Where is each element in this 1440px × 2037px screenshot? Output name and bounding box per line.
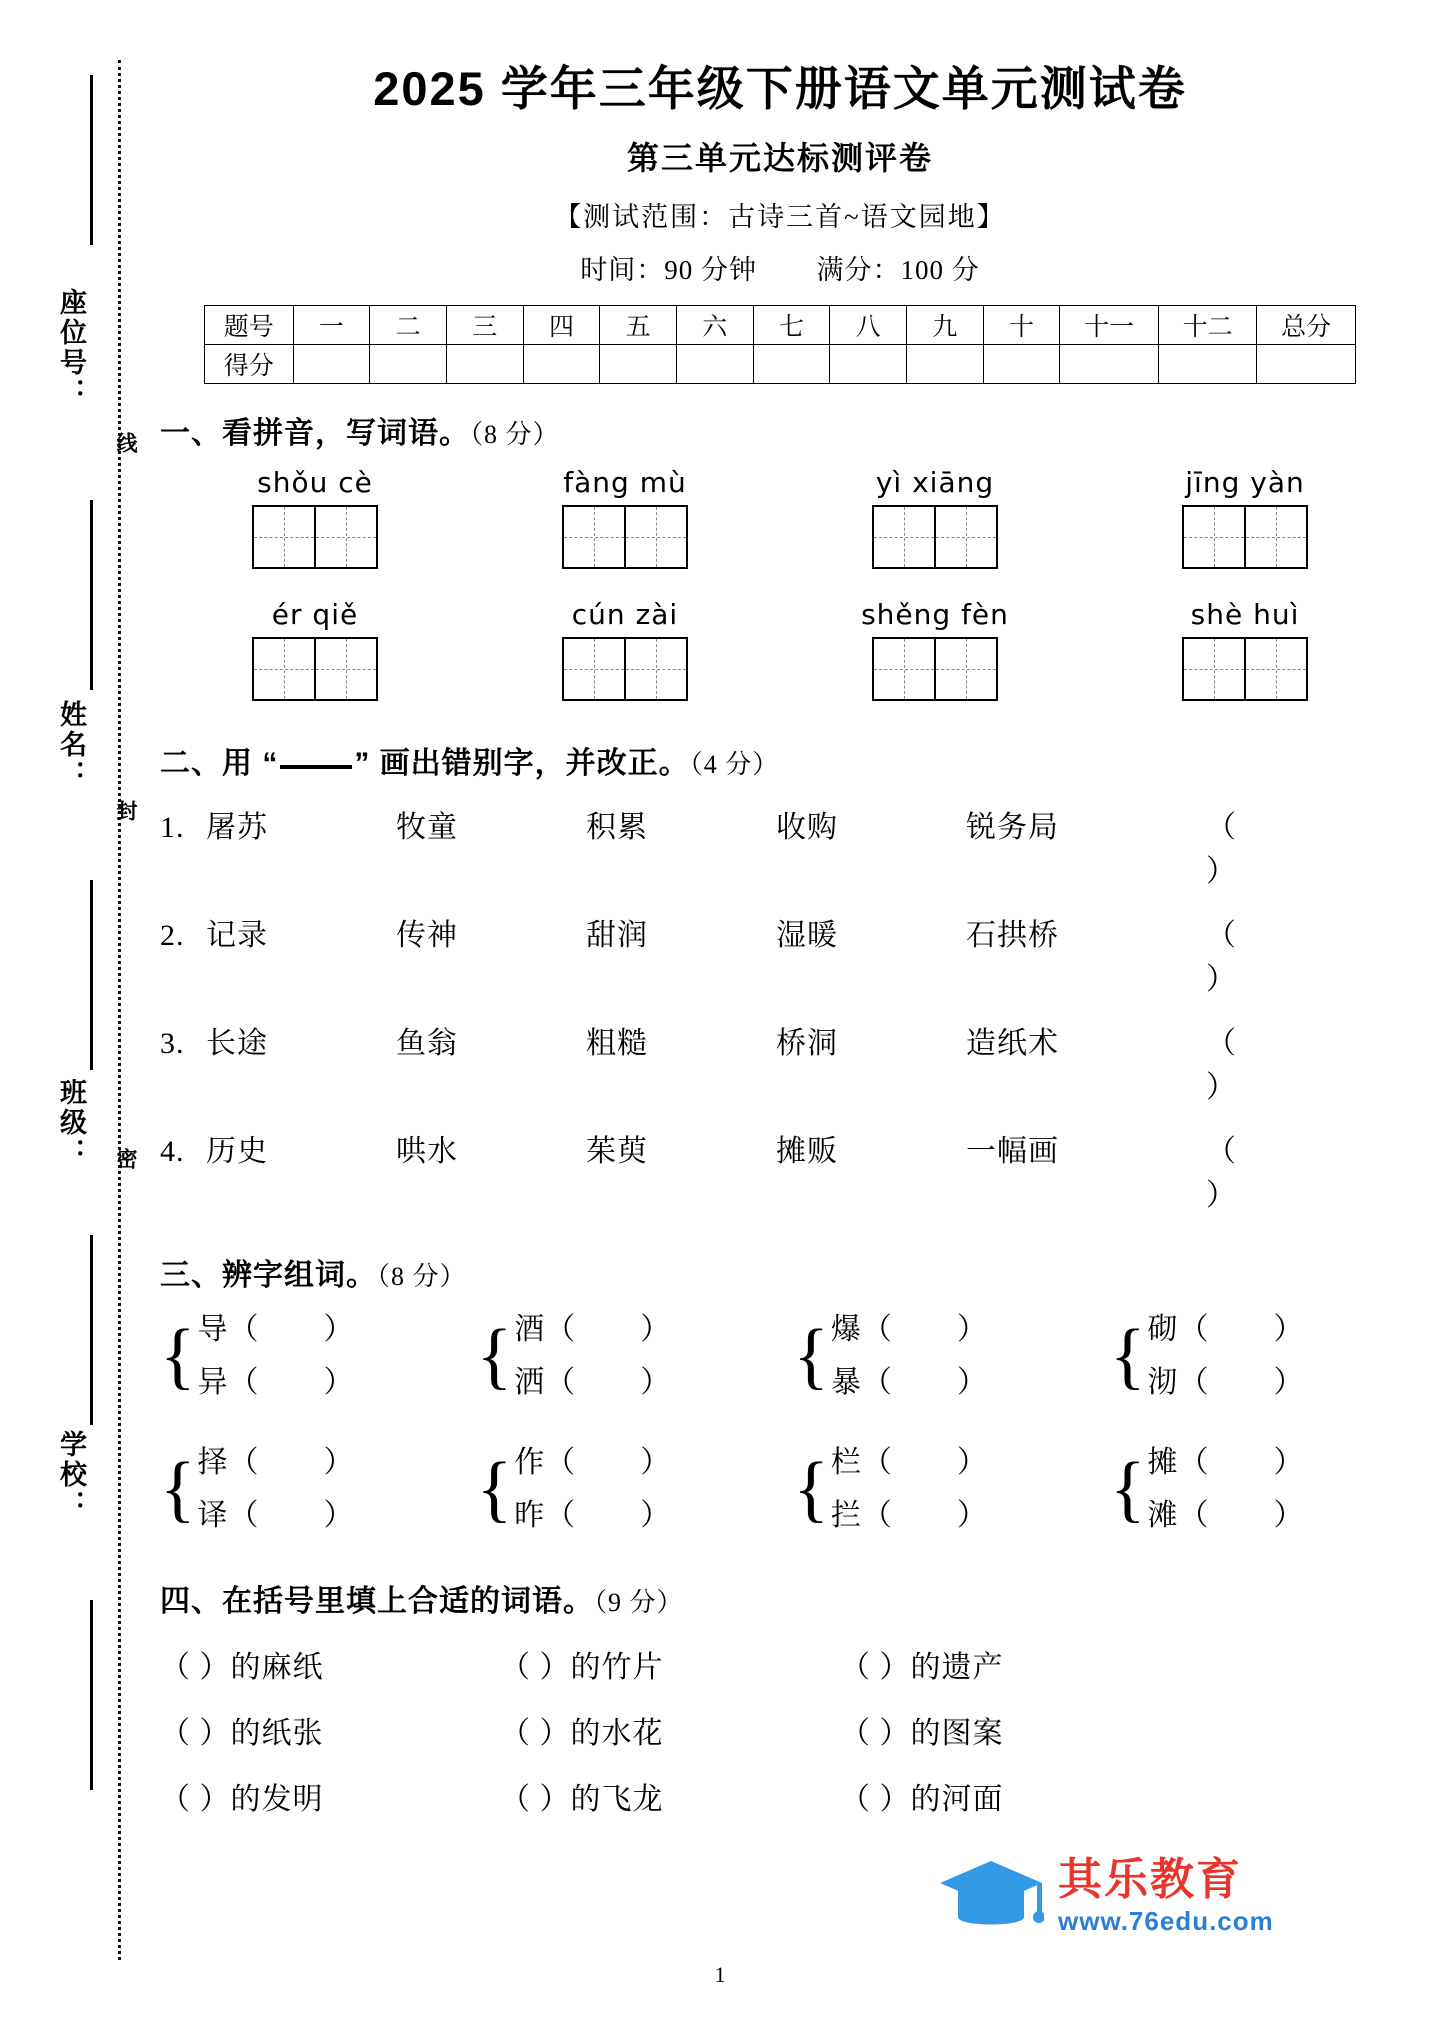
correction-row xyxy=(160,1018,1400,1106)
pinyin-label: ér qiě xyxy=(271,598,359,631)
close-paren: ） xyxy=(640,1365,672,1399)
seal-char-feng: 封 xyxy=(114,800,137,821)
tianzige-cell[interactable] xyxy=(316,507,376,567)
close-paren: ） xyxy=(1273,1313,1305,1346)
pinyin-label: fàng mù xyxy=(563,466,687,499)
score-cell-total[interactable] xyxy=(1257,345,1356,384)
fill-in-item[interactable]: （ ）的纸张 xyxy=(160,1717,324,1750)
tianzige-grid[interactable] xyxy=(252,637,378,701)
pinyin-item xyxy=(1135,466,1355,572)
char-label: 砌（ xyxy=(1147,1313,1210,1346)
brace-line-bottom xyxy=(1148,1490,1305,1543)
brace-line-bottom xyxy=(198,1357,355,1410)
close-paren: ） xyxy=(1273,1446,1305,1479)
score-table-row-label-score: 得分 xyxy=(205,345,294,384)
seal-char-mi: 密 xyxy=(114,1148,137,1169)
row-number: 3. xyxy=(160,1027,185,1060)
score-col-2: 二 xyxy=(370,306,447,345)
brace-pair xyxy=(793,1437,1063,1542)
margin-rule-1 xyxy=(90,75,93,245)
left-brace-icon: { xyxy=(160,1448,196,1531)
page-subtitle: 第三单元达标测评卷 xyxy=(626,140,933,176)
char-label: 暴（ xyxy=(830,1365,893,1399)
margin-rule-4 xyxy=(90,1235,93,1425)
pinyin-label: yì xiāng xyxy=(875,466,995,499)
pinyin-label: shè huì xyxy=(1190,598,1300,631)
score-col-3: 三 xyxy=(446,306,523,345)
seal-char-xian: 线 xyxy=(114,432,137,453)
section-3-heading xyxy=(160,1250,1400,1294)
pinyin-row-2 xyxy=(160,598,1400,704)
fill-in-item[interactable]: （ ）的发明 xyxy=(160,1783,324,1816)
section-3-points: （8 分） xyxy=(377,1262,467,1291)
fill-in-item[interactable]: （ ）的图案 xyxy=(840,1717,1004,1750)
brace-line-top xyxy=(831,1437,988,1490)
brace-line-bottom xyxy=(198,1490,355,1543)
word-item: 石拱桥 xyxy=(966,919,1059,952)
word-item: 积累 xyxy=(586,811,648,844)
score-cell-7[interactable] xyxy=(753,345,830,384)
brace-lines xyxy=(514,1437,671,1542)
close-paren: ） xyxy=(323,1365,355,1399)
score-col-6: 六 xyxy=(676,306,753,345)
row-number: 4. xyxy=(160,1135,185,1168)
tianzige-grid[interactable] xyxy=(562,505,688,569)
brace-line-top xyxy=(198,1437,355,1490)
score-table xyxy=(204,305,1356,384)
word-item: 粗糙 xyxy=(586,1027,648,1060)
section-2-heading xyxy=(160,738,1400,782)
margin-rule-3 xyxy=(90,880,93,1070)
tianzige-cell[interactable] xyxy=(1184,639,1246,699)
score-col-4: 四 xyxy=(523,306,600,345)
margin-rule-5 xyxy=(90,1600,93,1790)
answer-parenthesis[interactable]: （ ） xyxy=(1206,1135,1276,1212)
graduation-cap-icon xyxy=(938,1855,1044,1939)
score-cell-6[interactable] xyxy=(676,345,753,384)
pinyin-label: cún zài xyxy=(571,598,679,631)
score-col-8: 八 xyxy=(830,306,907,345)
word-item: 鱼翁 xyxy=(396,1027,458,1060)
brace-block-row-2 xyxy=(160,1437,1400,1542)
page-title: 2025 学年三年级下册语文单元测试卷 xyxy=(373,62,1187,115)
close-paren: ） xyxy=(323,1498,355,1532)
brace-line-bottom xyxy=(831,1357,988,1410)
page-number: 1 xyxy=(714,1962,726,1987)
total-label: 满分：100 分 xyxy=(816,255,980,285)
close-paren: ） xyxy=(640,1313,672,1346)
fill-in-item[interactable]: （ ）的遗产 xyxy=(840,1651,1004,1684)
score-cell-12[interactable] xyxy=(1158,345,1257,384)
fill-in-row xyxy=(160,1642,1400,1686)
brace-pair xyxy=(477,1437,747,1542)
paper-content xyxy=(160,0,1400,1818)
char-label: 择（ xyxy=(197,1446,260,1479)
word-item: 一幅画 xyxy=(966,1135,1059,1168)
section-1-title: 看拼音，写词语。 xyxy=(222,417,470,450)
section-2-title-after: ” 画出错别字，并改正。 xyxy=(354,747,690,780)
left-brace-icon: { xyxy=(1109,1315,1146,1398)
section-4-points: （9 分） xyxy=(594,1588,684,1617)
brace-line-top xyxy=(1148,1437,1305,1490)
score-table-header-row xyxy=(205,306,1356,345)
correction-row xyxy=(160,802,1400,890)
tianzige-cell[interactable] xyxy=(564,639,626,699)
left-brace-icon: { xyxy=(160,1315,196,1398)
char-label: 摊（ xyxy=(1147,1446,1210,1479)
margin-label-school: 学校： xyxy=(56,1430,86,1520)
brace-pair xyxy=(160,1304,430,1409)
section-2-number: 二、 xyxy=(160,747,222,780)
word-item: 传神 xyxy=(396,919,458,952)
tianzige-cell[interactable] xyxy=(564,507,626,567)
brace-lines xyxy=(831,1437,988,1542)
brace-pair xyxy=(160,1437,430,1542)
score-cell-10[interactable] xyxy=(983,345,1060,384)
char-label: 译（ xyxy=(197,1498,260,1532)
tianzige-grid[interactable] xyxy=(252,505,378,569)
close-paren: ） xyxy=(956,1313,988,1346)
section-1-heading xyxy=(160,408,1400,452)
answer-parenthesis[interactable]: （ ） xyxy=(1206,919,1276,996)
brace-pair xyxy=(1110,1304,1380,1409)
brace-pair xyxy=(1110,1437,1380,1542)
tianzige-cell[interactable] xyxy=(254,507,316,567)
score-cell-5[interactable] xyxy=(600,345,677,384)
section-4-title: 在括号里填上合适的词语。 xyxy=(222,1585,594,1618)
tianzige-cell[interactable] xyxy=(316,639,376,699)
brace-lines xyxy=(198,1304,355,1409)
char-label: 异（ xyxy=(197,1365,260,1399)
tianzige-cell[interactable] xyxy=(1246,639,1306,699)
brace-line-top xyxy=(514,1304,671,1357)
score-cell-3[interactable] xyxy=(446,345,523,384)
correction-row xyxy=(160,910,1400,998)
correction-row xyxy=(160,1126,1400,1214)
brace-line-bottom xyxy=(514,1357,671,1410)
fill-in-item[interactable]: （ ）的水花 xyxy=(500,1717,664,1750)
word-item: 屠苏 xyxy=(206,811,268,844)
tianzige-grid[interactable] xyxy=(872,637,998,701)
fill-in-item[interactable]: （ ）的河面 xyxy=(840,1783,1004,1816)
pinyin-item xyxy=(205,598,425,704)
score-col-5: 五 xyxy=(600,306,677,345)
pinyin-item xyxy=(515,466,735,572)
brace-line-top xyxy=(1148,1304,1305,1357)
char-label: 酒（ xyxy=(514,1313,577,1346)
close-paren: ） xyxy=(640,1446,672,1479)
answer-parenthesis[interactable]: （ ） xyxy=(1206,1027,1276,1104)
close-paren: ） xyxy=(1273,1365,1305,1399)
site-logo xyxy=(938,1855,1274,1939)
score-col-12: 十二 xyxy=(1158,306,1257,345)
word-item: 造纸术 xyxy=(966,1027,1059,1060)
score-cell-11[interactable] xyxy=(1060,345,1159,384)
char-label: 爆（ xyxy=(830,1313,893,1346)
time-label: 时间：90 分钟 xyxy=(580,255,757,285)
score-cell-4[interactable] xyxy=(523,345,600,384)
char-label: 栏（ xyxy=(830,1446,893,1479)
brace-line-top xyxy=(514,1437,671,1490)
fill-in-row xyxy=(160,1708,1400,1752)
tianzige-cell[interactable] xyxy=(1246,507,1306,567)
close-paren: ） xyxy=(640,1498,672,1532)
brace-line-top xyxy=(198,1304,355,1357)
score-col-7: 七 xyxy=(753,306,830,345)
section-2-points: （4 分） xyxy=(689,750,780,779)
brace-pair xyxy=(793,1304,1063,1409)
brace-line-bottom xyxy=(831,1490,988,1543)
tianzige-cell[interactable] xyxy=(936,507,996,567)
section-2-title-before: 用 “ xyxy=(222,747,279,780)
word-item: 记录 xyxy=(206,919,268,952)
left-margin-seal-area xyxy=(0,0,148,2037)
pinyin-item xyxy=(825,598,1045,704)
left-brace-icon: { xyxy=(1109,1448,1146,1531)
logo-brand-name: 其乐教育 xyxy=(1058,1855,1242,1905)
score-cell-2[interactable] xyxy=(370,345,447,384)
word-item: 茱萸 xyxy=(586,1135,648,1168)
section-1-points: （8 分） xyxy=(470,420,560,449)
score-table-row-label-question: 题号 xyxy=(205,306,294,345)
left-brace-icon: { xyxy=(793,1315,829,1398)
pinyin-item xyxy=(1135,598,1355,704)
brace-lines xyxy=(198,1437,355,1542)
section-3-title: 辨字组词。 xyxy=(222,1259,377,1292)
score-cell-8[interactable] xyxy=(830,345,907,384)
close-paren: ） xyxy=(956,1365,988,1399)
score-cell-9[interactable] xyxy=(906,345,983,384)
tianzige-cell[interactable] xyxy=(1184,507,1246,567)
row-number: 1. xyxy=(160,811,185,844)
tianzige-cell[interactable] xyxy=(874,639,936,699)
brace-block-row-1 xyxy=(160,1304,1400,1409)
word-item: 牧童 xyxy=(396,811,458,844)
tianzige-grid[interactable] xyxy=(562,637,688,701)
tianzige-grid[interactable] xyxy=(1182,637,1308,701)
pinyin-label: jīng yàn xyxy=(1185,466,1305,499)
pinyin-item xyxy=(205,466,425,572)
close-paren: ） xyxy=(323,1446,355,1479)
char-label: 作（ xyxy=(514,1446,577,1479)
pinyin-item xyxy=(825,466,1045,572)
score-table-wrapper xyxy=(160,305,1400,384)
close-paren: ） xyxy=(956,1498,988,1532)
score-col-11: 十一 xyxy=(1060,306,1159,345)
brace-line-bottom xyxy=(514,1490,671,1543)
tianzige-grid[interactable] xyxy=(1182,505,1308,569)
logo-url: www.76edu.com xyxy=(1058,1905,1274,1936)
section-4-number: 四、 xyxy=(160,1585,222,1618)
char-label: 昨（ xyxy=(514,1498,577,1532)
fill-in-row xyxy=(160,1774,1400,1818)
tianzige-cell[interactable] xyxy=(874,507,936,567)
brace-lines xyxy=(831,1304,988,1409)
margin-rule-2 xyxy=(90,500,93,690)
tianzige-cell[interactable] xyxy=(936,639,996,699)
test-meta xyxy=(160,248,1400,287)
margin-label-name: 姓名： xyxy=(56,700,86,790)
logo-text xyxy=(1058,1857,1274,1936)
close-paren: ） xyxy=(323,1313,355,1346)
score-col-10: 十 xyxy=(983,306,1060,345)
left-brace-icon: { xyxy=(793,1448,829,1531)
word-item: 桥洞 xyxy=(776,1027,838,1060)
left-brace-icon: { xyxy=(476,1448,513,1531)
brace-line-bottom xyxy=(1148,1357,1305,1410)
word-item: 长途 xyxy=(206,1027,268,1060)
fill-in-item[interactable]: （ ）的麻纸 xyxy=(160,1651,324,1684)
score-table-score-row xyxy=(205,345,1356,384)
char-label: 滩（ xyxy=(1147,1498,1210,1532)
char-label: 沏（ xyxy=(1147,1365,1210,1399)
fill-in-item[interactable]: （ ）的竹片 xyxy=(500,1651,664,1684)
brace-line-top xyxy=(831,1304,988,1357)
tianzige-cell[interactable] xyxy=(626,639,686,699)
test-scope: 【测试范围：古诗三首~语文园地】 xyxy=(554,202,1006,232)
margin-label-seat-number: 座位号： xyxy=(56,288,86,408)
score-col-9: 九 xyxy=(906,306,983,345)
section-4-heading xyxy=(160,1576,1400,1620)
answer-parenthesis[interactable]: （ ） xyxy=(1206,811,1276,888)
section-1-number: 一、 xyxy=(160,417,222,450)
seal-dotted-line xyxy=(118,60,121,1960)
pinyin-label: shěng fèn xyxy=(861,598,1009,631)
pinyin-label: shǒu cè xyxy=(257,466,373,499)
brace-lines xyxy=(1148,1304,1305,1409)
word-item: 哄水 xyxy=(396,1135,458,1168)
pinyin-row-1 xyxy=(160,466,1400,572)
score-col-total: 总分 xyxy=(1257,306,1356,345)
brace-lines xyxy=(1148,1437,1305,1542)
brace-lines xyxy=(514,1304,671,1409)
tianzige-grid[interactable] xyxy=(872,505,998,569)
word-item: 甜润 xyxy=(586,919,648,952)
row-number: 2. xyxy=(160,919,185,952)
pinyin-item xyxy=(515,598,735,704)
tianzige-cell[interactable] xyxy=(626,507,686,567)
left-brace-icon: { xyxy=(476,1315,513,1398)
char-label: 拦（ xyxy=(830,1498,893,1532)
score-cell-1[interactable] xyxy=(293,345,370,384)
word-item: 历史 xyxy=(206,1135,268,1168)
score-col-1: 一 xyxy=(293,306,370,345)
underline-placeholder xyxy=(280,765,352,769)
close-paren: ） xyxy=(956,1446,988,1479)
word-item: 摊贩 xyxy=(776,1135,838,1168)
close-paren: ） xyxy=(1273,1498,1305,1532)
brace-pair xyxy=(477,1304,747,1409)
word-item: 锐务局 xyxy=(966,811,1059,844)
word-item: 收购 xyxy=(776,811,838,844)
tianzige-cell[interactable] xyxy=(254,639,316,699)
char-label: 导（ xyxy=(197,1313,260,1346)
word-item: 湿暖 xyxy=(776,919,838,952)
fill-in-item[interactable]: （ ）的飞龙 xyxy=(500,1783,664,1816)
char-label: 洒（ xyxy=(514,1365,577,1399)
margin-label-class: 班级： xyxy=(56,1078,86,1168)
section-3-number: 三、 xyxy=(160,1259,222,1292)
